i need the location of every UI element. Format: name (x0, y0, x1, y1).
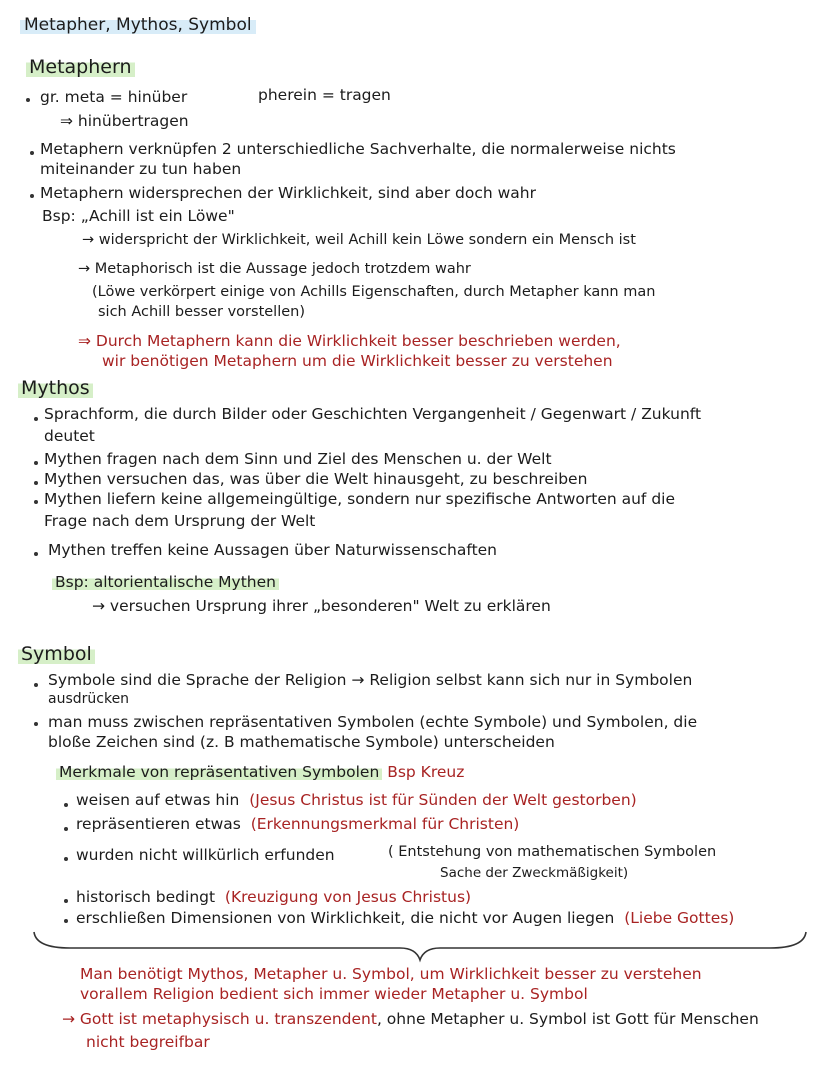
summary-line-3: → Gott ist metaphysisch u. transzendent, ohne Metapher u. Symbol ist Gott für Menschen (62, 1010, 759, 1028)
bullet (34, 461, 38, 465)
mythos-point-2: Mythen fragen nach dem Sinn und Ziel des Menschen u. der Welt (44, 450, 552, 468)
symbol-point-1b: ausdrücken (48, 691, 130, 707)
metapher-example: Bsp: „Achill ist ein Löwe" (42, 207, 235, 225)
bullet (26, 98, 30, 102)
summary-line-4: nicht begreifbar (86, 1033, 210, 1051)
etymology-result: ⇒ hinübertragen (60, 112, 189, 130)
mythos-point-1b: deutet (44, 427, 95, 445)
mythos-example-arrow: → versuchen Ursprung ihrer „besonderen" Welt zu erklären (92, 597, 551, 615)
page-title: Metapher, Mythos, Symbol (20, 16, 256, 35)
mythos-point-4b: Frage nach dem Ursprung der Welt (44, 512, 316, 530)
metapher-point-1b: miteinander zu tun haben (40, 160, 242, 178)
bullet (64, 857, 68, 861)
symbol-feature-5: erschließen Dimensionen von Wirklichkeit, die nicht vor Augen liegen (Liebe Gottes) (76, 909, 735, 927)
mythos-point-4a: Mythen liefern keine allgemeingültige, sondern nur spezifische Antworten auf die (44, 490, 675, 508)
bullet (34, 683, 38, 687)
metapher-point-2: Metaphern widersprechen der Wirklichkeit, sind aber doch wahr (40, 184, 536, 202)
bullet (34, 552, 38, 556)
symbol-feature-1: weisen auf etwas hin (Jesus Christus ist für Sünden der Welt gestorben) (76, 791, 637, 809)
bullet (64, 919, 68, 923)
bullet (34, 500, 38, 504)
metapher-arrow-1: → widerspricht der Wirklichkeit, weil Achill kein Löwe sondern ein Mensch ist (82, 232, 636, 248)
symbol-features-heading: Merkmale von repräsentativen Symbolen Bsp Kreuz (56, 764, 464, 781)
bullet (34, 417, 38, 421)
symbol-point-2a: man muss zwischen repräsentativen Symbolen (echte Symbole) und Symbolen, die (48, 713, 698, 731)
etymology-meta: gr. meta = hinüber (40, 88, 188, 106)
section-heading-mythos: Mythos (18, 378, 93, 399)
bullet (34, 481, 38, 485)
bullet (30, 194, 34, 198)
bullet (64, 899, 68, 903)
symbol-feature-3: wurden nicht willkürlich erfunden (76, 846, 335, 864)
curly-brace-divider (30, 928, 810, 964)
metapher-explanation-b: sich Achill besser vorstellen) (98, 304, 306, 320)
metapher-point-1a: Metaphern verknüpfen 2 unterschiedliche Sachverhalte, die normalerweise nichts (40, 140, 676, 158)
bullet (30, 151, 34, 155)
summary-line-1: Man benötigt Mythos, Metapher u. Symbol, um Wirklichkeit besser zu verstehen (80, 965, 702, 983)
bullet (34, 722, 38, 726)
section-heading-symbol: Symbol (18, 644, 95, 665)
mythos-point-5: Mythen treffen keine Aussagen über Naturwissenschaften (48, 541, 498, 559)
symbol-feature-4: historisch bedingt (Kreuzigung von Jesus Christus) (76, 888, 472, 906)
metapher-explanation-a: (Löwe verkörpert einige von Achills Eigenschaften, durch Metapher kann man (92, 284, 656, 300)
symbol-features-example: Bsp Kreuz (387, 763, 465, 781)
metapher-arrow-2: → Metaphorisch ist die Aussage jedoch trotzdem wahr (78, 261, 471, 277)
section-heading-metapher: Metaphern (26, 57, 135, 78)
symbol-point-2b: bloße Zeichen sind (z. B mathematische Symbole) unterscheiden (48, 733, 555, 751)
symbol-feature-3-note-a: ( Entstehung von mathematischen Symbolen (388, 844, 717, 860)
metapher-conclusion-1: ⇒ Durch Metaphern kann die Wirklichkeit besser beschrieben werden, (78, 332, 621, 350)
metapher-conclusion-2: wir benötigen Metaphern um die Wirklichkeit besser zu verstehen (102, 352, 613, 370)
symbol-feature-3-note-b: Sache der Zweckmäßigkeit) (440, 865, 629, 881)
etymology-pherein: pherein = tragen (258, 86, 391, 104)
bullet (64, 803, 68, 807)
mythos-point-3: Mythen versuchen das, was über die Welt hinausgeht, zu beschreiben (44, 470, 588, 488)
bullet (64, 827, 68, 831)
mythos-point-1a: Sprachform, die durch Bilder oder Geschichten Vergangenheit / Gegenwart / Zukunft (44, 405, 702, 423)
symbol-feature-2: repräsentieren etwas (Erkennungsmerkmal für Christen) (76, 815, 520, 833)
mythos-example: Bsp: altorientalische Mythen (52, 574, 279, 591)
symbol-point-1a: Symbole sind die Sprache der Religion → Religion selbst kann sich nur in Symbolen (48, 671, 693, 689)
summary-line-2: vorallem Religion bedient sich immer wieder Metapher u. Symbol (80, 985, 588, 1003)
